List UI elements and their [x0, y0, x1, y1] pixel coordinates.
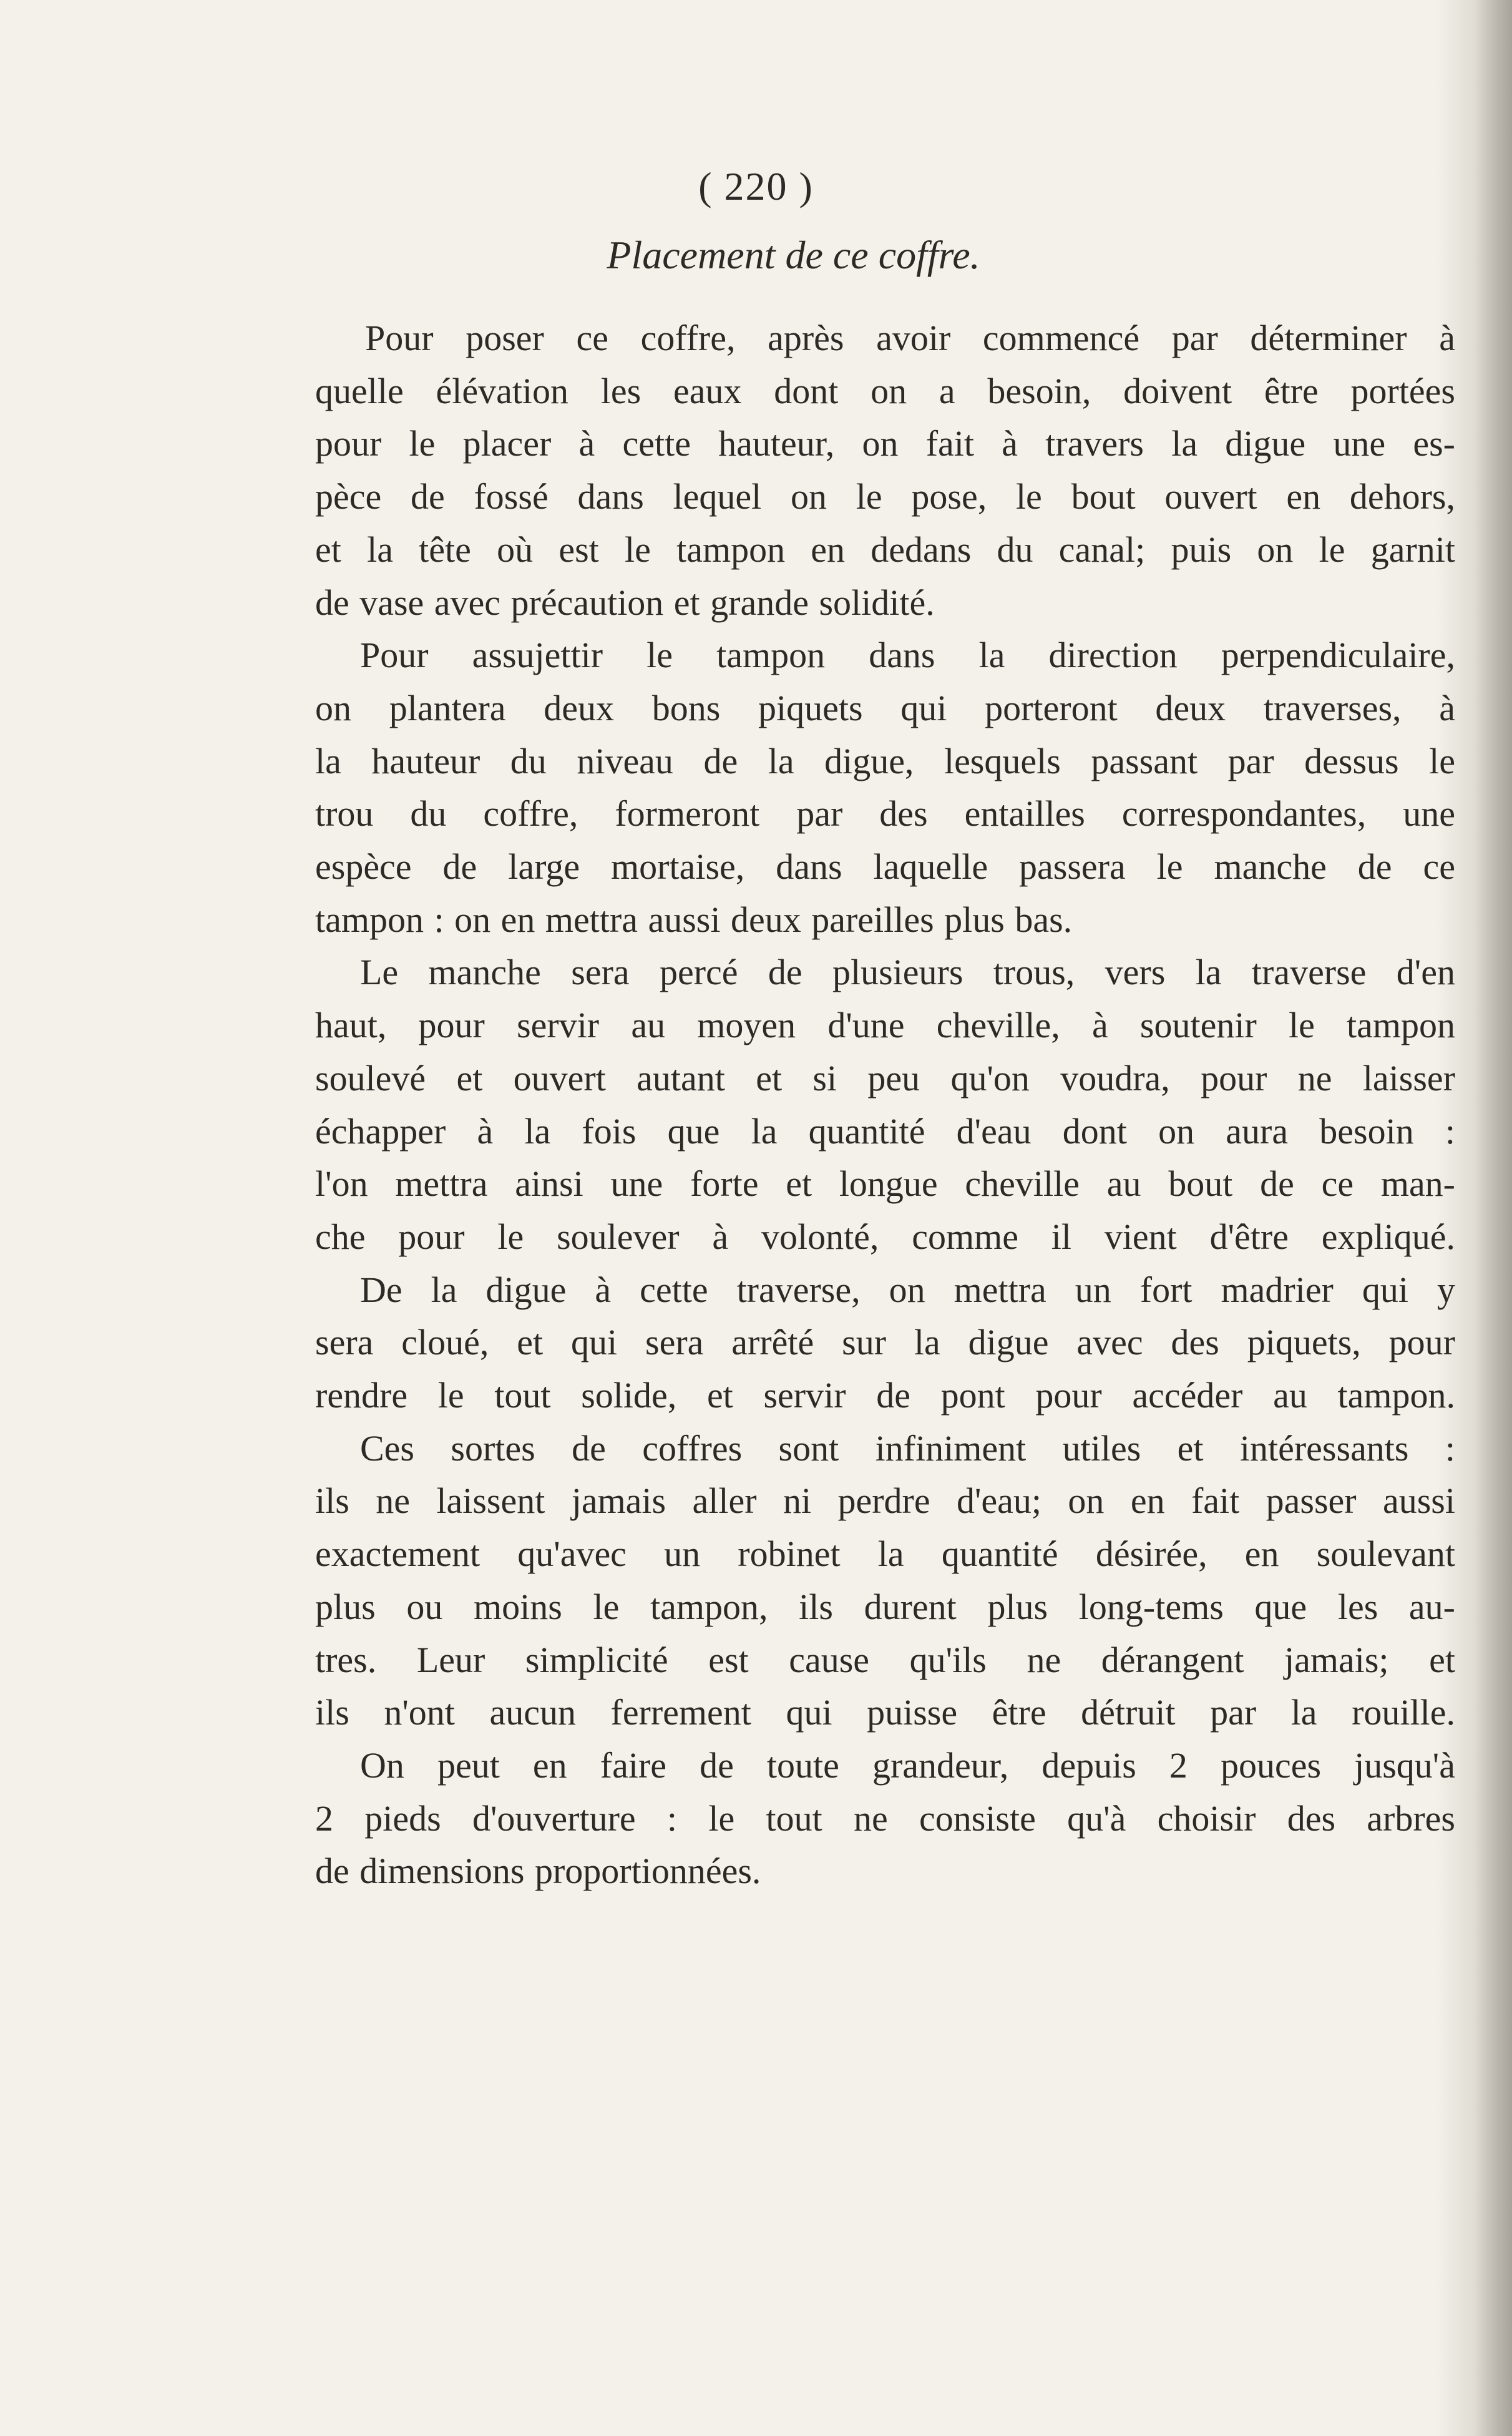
text-line: l'on mettra ainsi une forte et longue cheville au bout de ce man- [315, 1163, 1455, 1205]
text-line: On peut en faire de toute grandeur, depuis 2 pouces jusqu'à [360, 1744, 1455, 1786]
paragraph-3 [315, 946, 1455, 1263]
paragraph-2 [315, 629, 1455, 946]
text-line: ils n'ont aucun ferrement qui puisse être détruit par la rouille. [315, 1692, 1455, 1733]
body-text [315, 312, 1455, 1898]
text-line: la hauteur du niveau de la digue, lesquels passant par dessus le [315, 740, 1455, 781]
text-line: De la digue à cette traverse, on mettra un fort madrier qui y [360, 1269, 1455, 1310]
paragraph-1 [315, 312, 1455, 629]
spine-shadow [1475, 0, 1512, 2436]
page-number: ( 220 ) [698, 164, 814, 208]
text-line: rendre le tout solide, et servir de pont pour accéder au tampon. [315, 1375, 1455, 1416]
text-line: Le manche sera percé de plusieurs trous, vers la traverse d'en [360, 952, 1455, 993]
text-line: 2 pieds d'ouverture : le tout ne consiste qu'à choisir des arbres [315, 1798, 1455, 1839]
text-line: trou du coffre, formeront par des entailles correspondantes, une [315, 793, 1455, 834]
paragraph-5 [315, 1422, 1455, 1739]
text-line: che pour le soulever à volonté, comme il vient d'être expliqué. [315, 1216, 1455, 1257]
text-line: et la tête où est le tampon en dedans du canal; puis on le garnit [315, 529, 1455, 570]
text-line: de dimensions proportionnées. [315, 1851, 761, 1892]
text-line: tampon : on en mettra aussi deux pareilles plus bas. [315, 899, 1073, 940]
text-line: quelle élévation les eaux dont on a besoin, doivent être portées [315, 370, 1455, 411]
text-line: haut, pour servir au moyen d'une cheville, à soutenir le tampon [315, 1005, 1455, 1046]
text-line: on plantera deux bons piquets qui porteront deux traverses, à [315, 687, 1455, 728]
text-line: soulevé et ouvert autant et si peu qu'on voudra, pour ne laisser [315, 1057, 1455, 1098]
text-line: échapper à la fois que la quantité d'eau dont on aura besoin : [315, 1110, 1455, 1152]
text-line: exactement qu'avec un robinet la quantité désirée, en soulevant [315, 1534, 1455, 1575]
text-line: tres. Leur simplicité est cause qu'ils ne dérangent jamais; et [315, 1639, 1455, 1680]
section-title: Placement de ce coffre. [607, 233, 980, 277]
text-line: de vase avec précaution et grande solidité. [315, 582, 935, 623]
text-line: pour le placer à cette hauteur, on fait à travers la digue une es- [315, 423, 1455, 464]
text-line: Ces sortes de coffres sont infiniment utiles et intéressants : [360, 1427, 1455, 1469]
paragraph-4 [315, 1264, 1455, 1422]
paragraph-6 [315, 1739, 1455, 1898]
text-line: sera cloué, et qui sera arrêté sur la digue avec des piquets, pour [315, 1322, 1455, 1363]
text-line: espèce de large mortaise, dans laquelle passera le manche de ce [315, 846, 1455, 888]
text-line: Pour assujettir le tampon dans la direction perpendiculaire, [360, 635, 1455, 676]
text-line: Pour poser ce coffre, après avoir commencé par déterminer à [365, 318, 1455, 358]
text-line: pèce de fossé dans lequel on le pose, le bout ouvert en dehors, [315, 476, 1455, 517]
text-line: plus ou moins le tampon, ils durent plus long-tems que les au- [315, 1586, 1455, 1627]
text-line: ils ne laissent jamais aller ni perdre d'eau; on en fait passer aussi [315, 1480, 1455, 1522]
